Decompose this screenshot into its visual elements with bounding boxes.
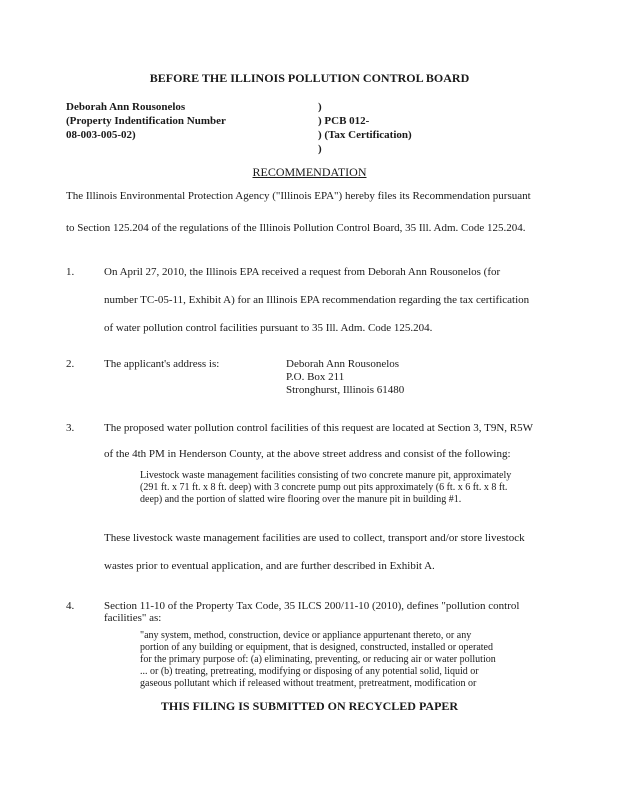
facility-description-line: deep) and the portion of slatted wire flooring over the manure pit in building #1. [140, 494, 462, 505]
recycled-paper-footer: THIS FILING IS SUBMITTED ON RECYCLED PAPER [160, 699, 459, 713]
caption-pin-number: 08-003-005-02) [66, 129, 136, 141]
para4-line: Section 11-10 of the Property Tax Code, 35 ILCS 200/11-10 (2010), defines "pollution control [104, 600, 520, 612]
para1-line: On April 27, 2010, the Illinois EPA received a request from Deborah Ann Rousonelos (for [104, 266, 501, 278]
caption-bracket: ) [318, 143, 322, 155]
document-title: BEFORE THE ILLINOIS POLLUTION CONTROL BOARD [149, 71, 470, 85]
para3-line: of the 4th PM in Henderson County, at the above street address and consist of the following: [104, 448, 511, 460]
statute-quote-line: "any system, method, construction, device or appliance appurtenant thereto, or any [140, 630, 472, 641]
statute-quote-line: ... or (b) treating, pretreating, modifying or disposing of any potential solid, liquid or [140, 666, 479, 677]
para-number: 2. [66, 358, 75, 370]
para-number: 1. [66, 266, 75, 278]
address-line: P.O. Box 211 [286, 371, 345, 383]
facility-description-line: Livestock waste management facilities consisting of two concrete manure pit, approximately [140, 470, 512, 481]
para3-line: The proposed water pollution control facilities of this request are located at Section 3, T9N, R5W [104, 422, 533, 434]
statute-quote-line: gaseous pollutant which if released without treatment, pretreatment, modification or [140, 678, 477, 689]
para-number: 4. [66, 600, 75, 612]
para1-line: of water pollution control facilities pursuant to 35 Ill. Adm. Code 125.204. [104, 322, 433, 334]
intro-line: The Illinois Environmental Protection Agency ("Illinois EPA") hereby files its Recommendation pursuant [66, 190, 531, 202]
para3-line: wastes prior to eventual application, and are further described in Exhibit A. [104, 560, 435, 572]
statute-quote-line: for the primary purpose of: (a) eliminating, preventing, or reducing air or water pollution [140, 654, 496, 665]
intro-line: to Section 125.204 of the regulations of the Illinois Pollution Control Board, 35 Ill. Adm. Code 125.204. [66, 222, 526, 234]
caption-bracket: ) [318, 101, 322, 113]
caption-case-type: ) (Tax Certification) [318, 129, 412, 141]
facility-description-line: (291 ft. x 71 ft. x 8 ft. deep) with 3 concrete pump out pits approximately (6 ft. x 6 ft. x 8 ft. [140, 482, 508, 493]
caption-pin-label: (Property Indentification Number [66, 115, 226, 127]
caption-case-number: ) PCB 012- [318, 115, 370, 127]
address-line: Stronghurst, Illinois 61480 [286, 384, 405, 396]
para3-line: These livestock waste management facilities are used to collect, transport and/or store livestock [104, 532, 525, 544]
statute-quote-line: portion of any building or equipment, that is designed, constructed, installed or operated [140, 642, 493, 653]
caption-petitioner: Deborah Ann Rousonelos [66, 101, 186, 113]
address-line: Deborah Ann Rousonelos [286, 358, 400, 370]
recommendation-heading: RECOMMENDATION [252, 165, 367, 179]
applicant-address-label: The applicant's address is: [104, 358, 220, 370]
para4-line: facilities" as: [104, 612, 162, 624]
para1-line: number TC-05-11, Exhibit A) for an Illinois EPA recommendation regarding the tax certification [104, 294, 530, 306]
para-number: 3. [66, 422, 75, 434]
